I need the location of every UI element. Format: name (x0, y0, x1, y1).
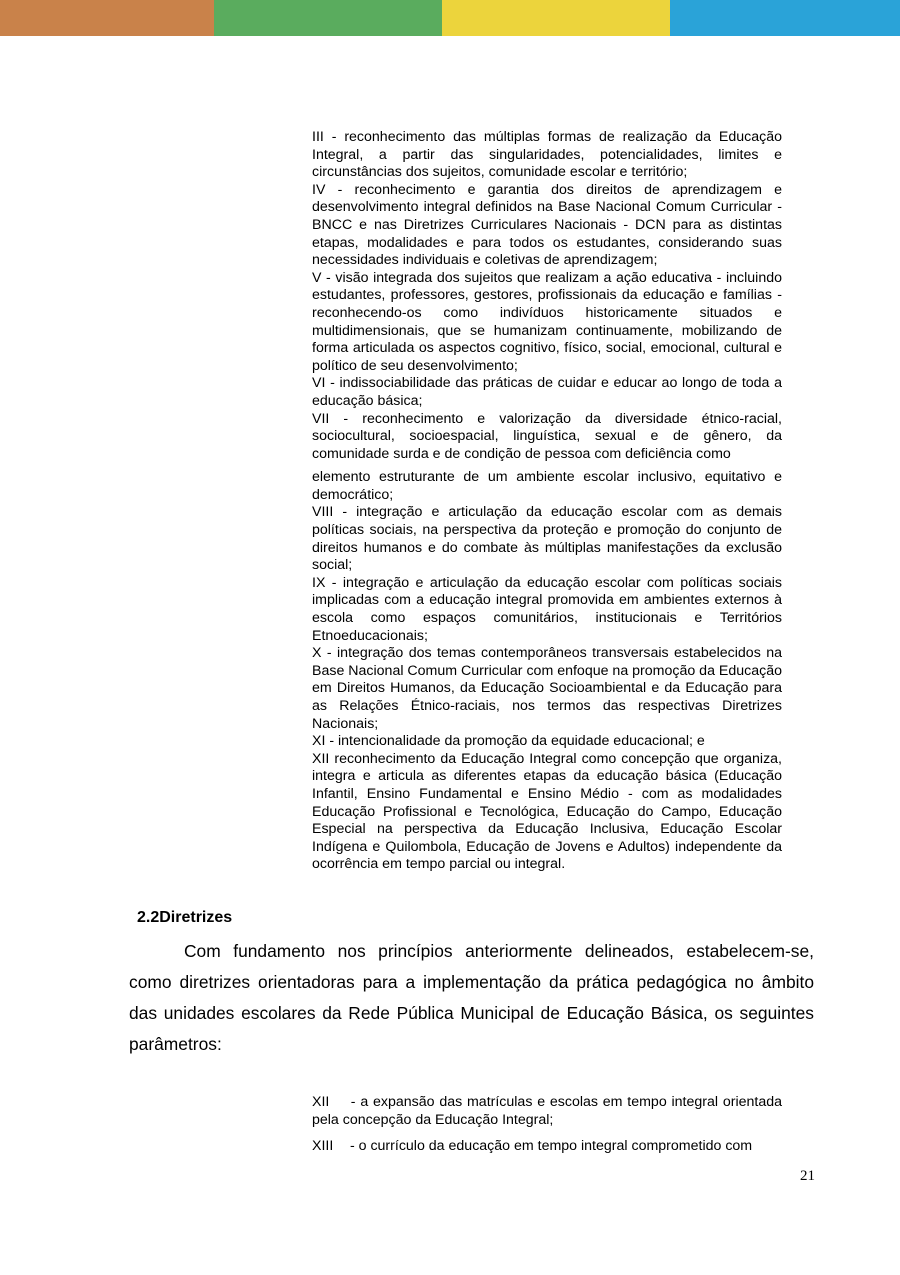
principle-xii: XII reconhecimento da Educação Integral como concepção que organiza, integra e articula as diferentes etapas da educação básica (Educação Infantil, Ensino Fundamental e Ensino Médio - com as modalidades Educação Profissional e Tecnológica, Educação do Campo, Educação Especial na perspectiva da Educação Inclusiva, Educação Escolar Indígena e Quilombola, Educação de Jovens e Adultos) independente da ocorrência em tempo parcial ou integral. (312, 750, 782, 873)
section-body (129, 936, 814, 1060)
principles-quote-block (312, 129, 782, 874)
principle-vi: VI - indissociabilidade das práticas de cuidar e educar ao longo de toda a educação básica; (312, 375, 782, 409)
header-color-stripe (0, 0, 900, 36)
principle-xi: XI - intencionalidade da promoção da equidade educacional; e (312, 733, 705, 750)
stripe-green (214, 0, 442, 36)
principle-iii: III - reconhecimento das múltiplas formas de realização da Educação Integral, a partir das singularidades, potencialidades, limites e circunstâncias dos sujeitos, comunidade escolar e território; (312, 129, 782, 181)
section-heading: 2.2Diretrizes (137, 909, 233, 926)
guideline-text: - o currículo da educação em tempo integral comprometido com (349, 1138, 753, 1155)
principle-vii-continued: elemento estruturante de um ambiente escolar inclusivo, equitativo e democrático; (312, 469, 782, 503)
guideline-item (312, 1138, 782, 1156)
principle-vii: VII - reconhecimento e valorização da diversidade étnico-racial, sociocultural, socioespacial, linguística, sexual e de gênero, da comunidade surda e de condição de pessoa com deficiência como (312, 410, 782, 462)
page-number: 21 (800, 1168, 815, 1184)
principle-x: X - integração dos temas contemporâneos transversais estabelecidos na Base Nacional Comum Curricular com enfoque na promoção da Educação em Direitos Humanos, da Educação Socioambiental e da Educação para as Relações Étnico-raciais, nos termos das respectivas Diretrizes Nacionais; (312, 645, 783, 732)
guidelines-quote-block (312, 1094, 782, 1165)
guideline-item (312, 1094, 782, 1129)
principle-ix: IX - integração e articulação da educação escolar com políticas sociais implicadas com a educação integral promovida em ambientes externos à escola como espaços comunitários, institucionais e Territórios Etnoeducacionais; (312, 574, 782, 644)
stripe-yellow (442, 0, 670, 36)
guideline-number: XIII (312, 1138, 334, 1155)
principle-v: V - visão integrada dos sujeitos que realizam a ação educativa - incluindo estudantes, professores, gestores, profissionais da educação e famílias - reconhecendo-os como indivíduos historicamente situados e multidimensionais, que se humanizam continuamente, mobilizando de forma articulada os aspectos cognitivo, físico, social, emocional, cultural e político de seu desenvolvimento; (312, 269, 782, 374)
stripe-blue (670, 0, 900, 36)
section-paragraph: Com fundamento nos princípios anteriormente delineados, estabelecem-se, como diretrizes orientadoras para a implementação da prática pedagógica no âmbito das unidades escolares da Rede Pública Municipal de Educação Básica, os seguintes parâmetros: (129, 941, 814, 1054)
principle-iv: IV - reconhecimento e garantia dos direitos de aprendizagem e desenvolvimento integral definidos na Base Nacional Comum Curricular - BNCC e nas Diretrizes Curriculares Nacionais - DCN para as distintas etapas, modalidades e para todos os estudantes, considerando suas necessidades individuais e coletivas de aprendizagem; (312, 181, 782, 269)
stripe-orange (0, 0, 214, 36)
guideline-text: - a expansão das matrículas e escolas em tempo integral orientada pela concepção da Educação Integral; (312, 1094, 782, 1128)
guideline-number: XII (312, 1094, 330, 1110)
principle-viii: VIII - integração e articulação da educação escolar com as demais políticas sociais, na perspectiva da proteção e promoção do conjunto de direitos humanos e do combate às múltiplas manifestações da exclusão social; (312, 504, 782, 574)
